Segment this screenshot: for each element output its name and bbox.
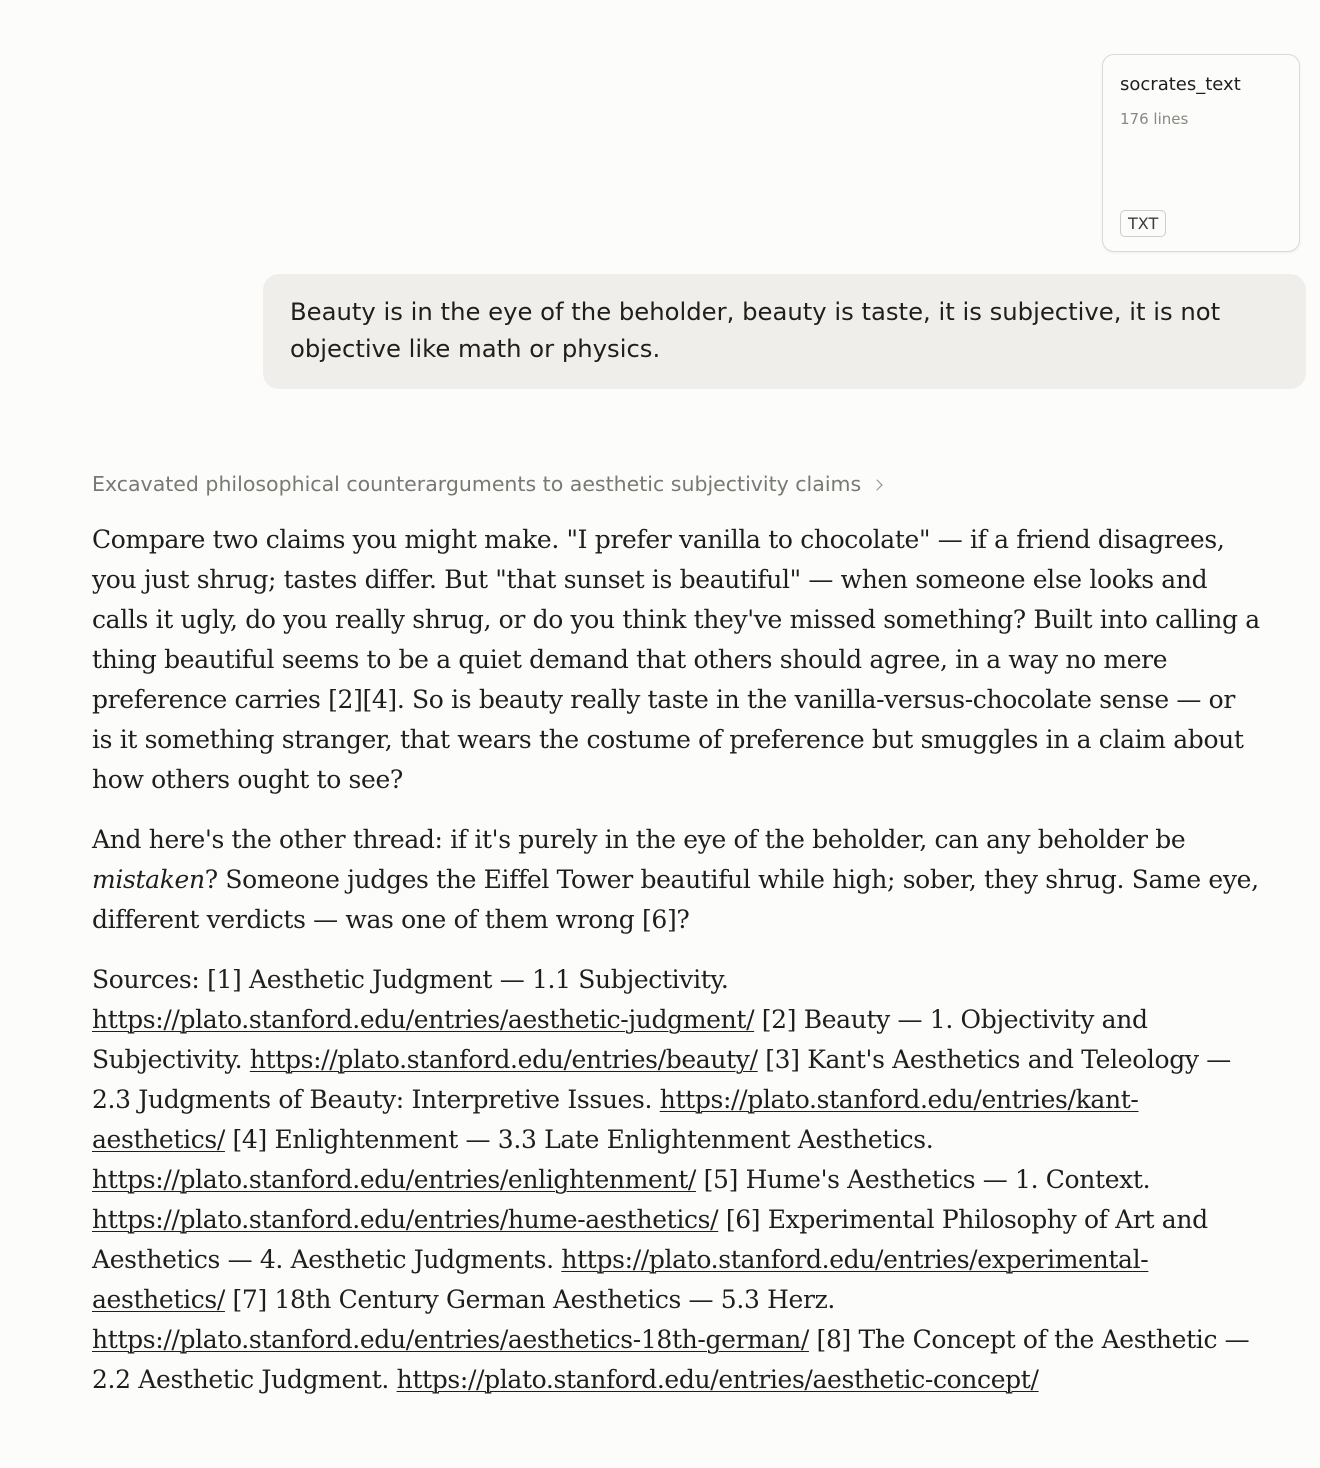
source-entry: [7] 18th Century German Aesthetics — 5.3 Herz. — [224, 1285, 836, 1314]
source-link[interactable]: https://plato.stanford.edu/entries/beauty/ — [249, 1045, 758, 1074]
sources-label: Sources: — [92, 965, 200, 994]
source-link[interactable]: https://plato.stanford.edu/entries/aesthetic-concept/ — [396, 1365, 1039, 1394]
source-link[interactable]: https://plato.stanford.edu/entries/enlightenment/ — [92, 1165, 697, 1194]
user-message-text: Beauty is in the eye of the beholder, beauty is taste, it is subjective, it is not objective like math or physics. — [290, 297, 1221, 363]
source-link[interactable]: https://plato.stanford.edu/entries/aesthetic-judgment/ — [92, 1005, 755, 1034]
chevron-right-icon — [872, 479, 883, 490]
source-entry: [4] Enlightenment — 3.3 Late Enlightenment Aesthetics. — [224, 1125, 934, 1154]
source-entry: [2] Beauty — 1. Objectivity and Subjectivity. — [92, 1005, 1148, 1074]
sources-paragraph — [92, 960, 1262, 1400]
response-paragraph-2 — [92, 820, 1262, 940]
assistant-response — [92, 520, 1262, 1420]
attachment-name: socrates_text — [1120, 74, 1241, 95]
source-link[interactable]: https://plato.stanford.edu/entries/hume-aesthetics/ — [92, 1205, 719, 1234]
source-link[interactable]: https://plato.stanford.edu/entries/kant-aesthetics/ — [92, 1085, 1139, 1154]
user-message-bubble — [263, 274, 1306, 389]
source-link[interactable]: https://plato.stanford.edu/entries/aesthetics-18th-german/ — [92, 1325, 809, 1354]
thinking-summary-text: Excavated philosophical counterarguments to aesthetic subjectivity claims — [92, 472, 862, 496]
source-entry: [6] Experimental Philosophy of Art and Aesthetics — 4. Aesthetic Judgments. — [92, 1205, 1208, 1274]
response-paragraph-1: Compare two claims you might make. "I prefer vanilla to chocolate" — if a friend disagrees, you just shrug; tastes differ. But "that sunset is beautiful" — when someone else looks and calls it ugly, do you really shrug, or do you think they've missed something? Built into calling a thing beautiful seems to be a quiet demand that others should agree, in a way no mere preference carries [2][4]. So is beauty really taste in the vanilla-versus-chocolate sense — or is it something stranger, that wears the costume of preference but smuggles in a claim about how others ought to see? — [92, 525, 1260, 794]
source-entry: [8] The Concept of the Aesthetic — 2.2 Aesthetic Judgment. — [92, 1325, 1250, 1394]
source-entry: [1] Aesthetic Judgment — 1.1 Subjectivity. — [199, 965, 729, 994]
source-link[interactable]: https://plato.stanford.edu/entries/experimental-aesthetics/ — [92, 1245, 1149, 1314]
source-entry: [3] Kant's Aesthetics and Teleology — 2.3 Judgments of Beauty: Interpretive Issues. — [92, 1045, 1231, 1114]
paragraph-2-end: ? Someone judges the Eiffel Tower beautiful while high; sober, they shrug. Same eye, different verdicts — was one of them wrong [6]? — [92, 865, 1259, 934]
paragraph-2-emphasis: mistaken — [92, 865, 205, 894]
attachment-card[interactable] — [1102, 54, 1300, 252]
thinking-summary-toggle[interactable] — [92, 472, 881, 496]
attachment-line-count: 176 lines — [1120, 110, 1189, 128]
attachment-type-badge: TXT — [1120, 210, 1166, 237]
paragraph-2-start: And here's the other thread: if it's purely in the eye of the beholder, can any beholder be — [92, 825, 1186, 854]
source-entry: [5] Hume's Aesthetics — 1. Context. — [696, 1165, 1151, 1194]
